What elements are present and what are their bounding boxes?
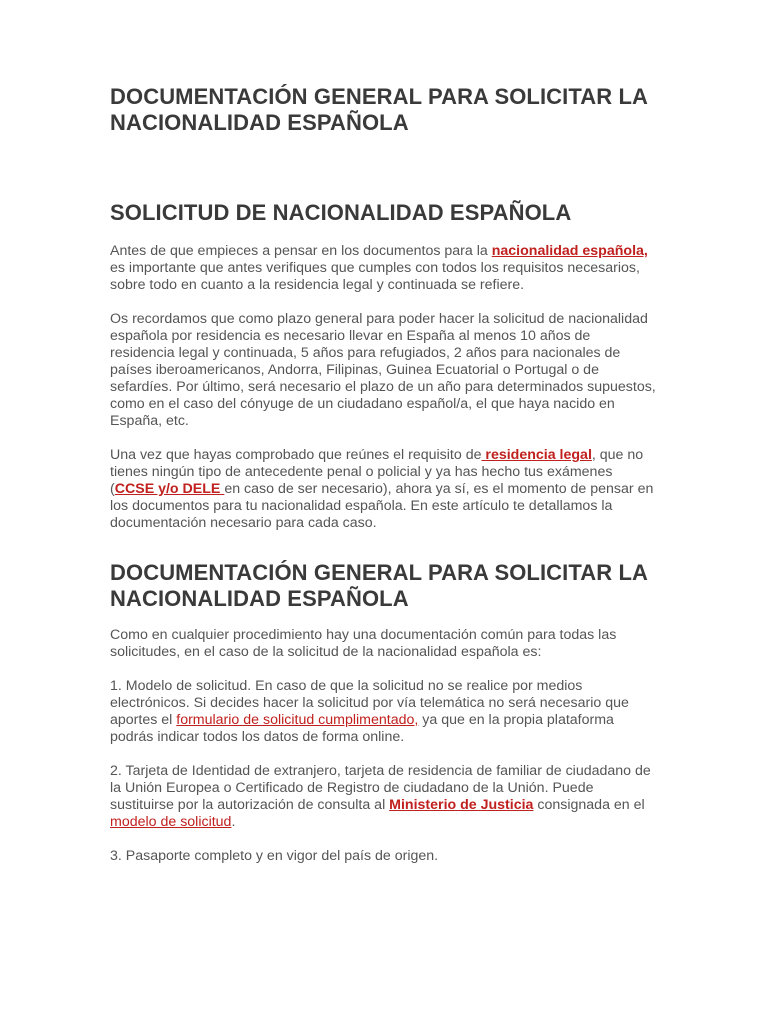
paragraph-text: Una vez que hayas comprobado que reúnes el requisito de: [110, 447, 482, 463]
section-heading-documentacion: DOCUMENTACIÓN GENERAL PARA SOLICITAR LA NACIONALIDAD ESPAÑOLA: [110, 560, 648, 611]
paragraph-requisitos: [110, 447, 658, 532]
paragraph-text: es importante que antes verifiques que cumples con todos los requisitos necesarios, sobre todo en cuanto a la residencia legal y continuada se refiere.: [110, 260, 640, 293]
item-text: 1. Modelo de solicitud. En caso de que la solicitud no se realice por medios electrónicos. Si decides hacer la solicitud por vía telemática no será necesario que aportes el: [110, 678, 629, 728]
paragraph-intro: [110, 243, 658, 294]
item-text: consignada en el: [533, 797, 645, 813]
paragraph-text: Antes de que empieces a pensar en los documentos para la: [110, 243, 492, 259]
item-text: .: [231, 814, 236, 830]
link-ministerio-justicia[interactable]: Ministerio de Justicia: [389, 797, 534, 813]
section-heading-solicitud: SOLICITUD DE NACIONALIDAD ESPAÑOLA: [110, 200, 572, 225]
item-text: ya que en la propia plataforma podrás indicar todos los datos de forma online.: [110, 712, 614, 745]
list-item: 3. Pasaporte completo y en vigor del país de origen.: [110, 848, 439, 864]
paragraph-plazo: Os recordamos que como plazo general para poder hacer la solicitud de nacionalidad española por residencia es necesario llevar en España al menos 10 años de residencia legal y continuada, 5 años para refugiados, 2 años para nacionales de países iberoamericanos, Andorra, Filipinas, Guinea Ecuatorial o Portugal o de sefardíes. Por último, será necesario el plazo de un año para determinados supuestos, como en el caso del cónyuge de un ciudadano español/a, el que haya nacido en España, etc.: [110, 311, 656, 429]
link-residencia-legal[interactable]: residencia legal: [481, 447, 592, 463]
paragraph-documentacion-comun: Como en cualquier procedimiento hay una documentación común para todas las solicitudes, en el caso de la solicitud de la nacionalidad española es:: [110, 627, 617, 660]
link-formulario-solicitud[interactable]: formulario de solicitud cumplimentado,: [176, 712, 419, 728]
item-text: 2. Tarjeta de Identidad de extranjero, tarjeta de residencia de familiar de ciudadano de la Unión Europea o Certificado de Registro de ciudadano de la Unión. Puede sustituirse por la autorización de consulta al: [110, 763, 651, 813]
page-title: DOCUMENTACIÓN GENERAL PARA SOLICITAR LA NACIONALIDAD ESPAÑOLA: [110, 84, 648, 135]
article: [110, 84, 658, 882]
link-nacionalidad-espanola[interactable]: nacionalidad española,: [491, 243, 648, 259]
link-ccse-dele[interactable]: CCSE y/o DELE: [114, 481, 225, 497]
list-item: [110, 678, 658, 746]
paragraph-text: en caso de ser necesario), ahora ya sí, es el momento de pensar en los documentos para tu nacionalidad española. En este artículo te detallamos la documentación necesario para cada caso.: [110, 481, 654, 531]
link-modelo-solicitud[interactable]: modelo de solicitud: [110, 814, 232, 830]
paragraph-text: , que no tienes ningún tipo de antecedente penal o policial y ya has hecho tus exámenes (: [110, 447, 644, 497]
list-item: [110, 763, 658, 831]
